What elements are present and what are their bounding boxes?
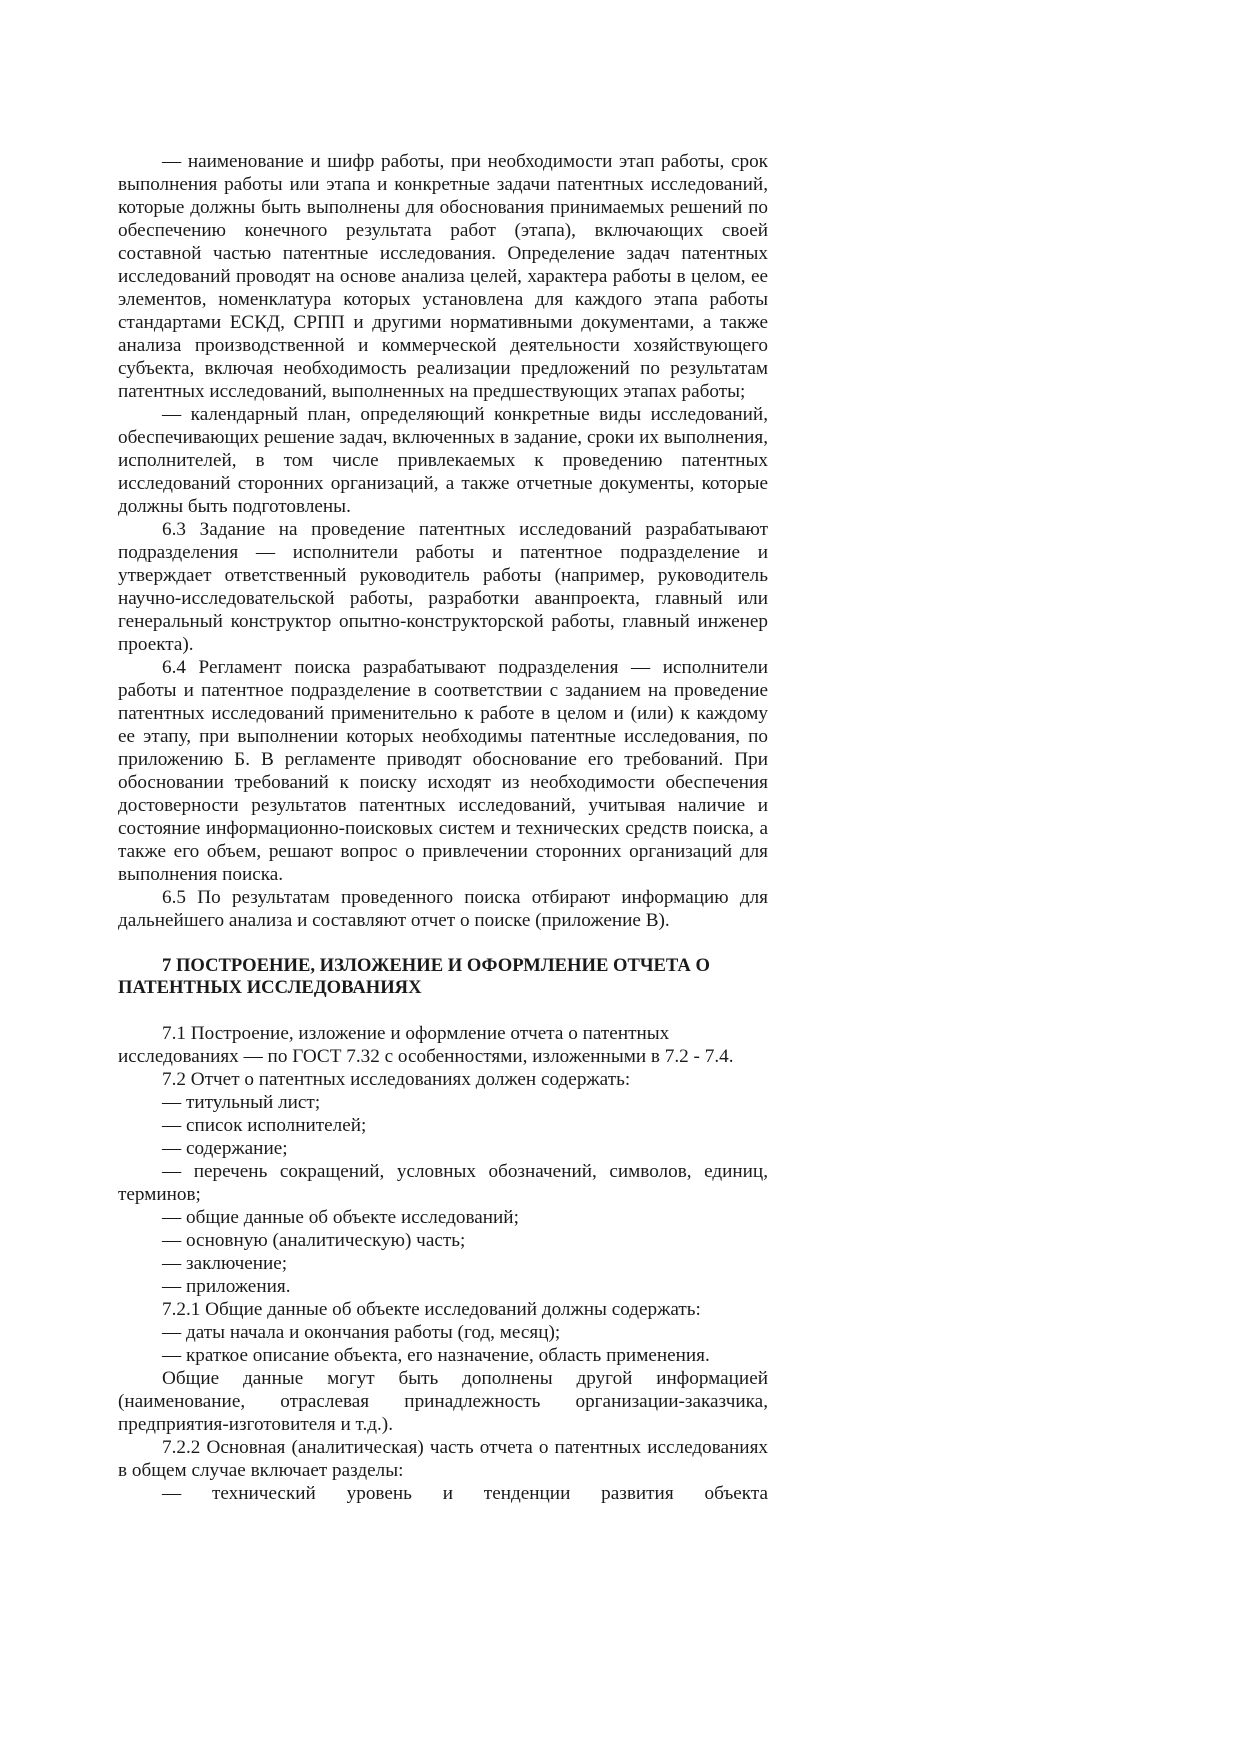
spacer (118, 932, 768, 955)
paragraph-7-1: 7.1 Построение, изложение и оформление отчета о патентных исследованиях — по ГОСТ 7.32 с особенностями, изложенными в 7.2 - 7.4. (118, 1023, 734, 1067)
list-item-appendices: — приложения. (162, 1276, 291, 1297)
paragraph-calendar-plan: — календарный план, определяющий конкретные виды исследований, обеспечивающих решение задач, включенных в задание, сроки их выполнения, исполнителей, в том числе привлекаемых к проведению патентных исследований сторонних организаций, а также отчетные документы, которые должны быть подготовлены. (118, 404, 768, 517)
paragraph-6-3: 6.3 Задание на проведение патентных исследований разрабатывают подразделения — исполнители работы и патентное подразделение и утверждает ответственный руководитель работы (например, руководитель научно-исследовательской работы, разработки аванпроекта, главный или генеральный конструктор опытно-конструкторской работы, главный инженер проекта). (118, 519, 768, 655)
document-page (118, 150, 768, 1505)
list-item-abbreviations: — перечень сокращений, условных обозначений, символов, единиц, терминов; (118, 1161, 768, 1205)
paragraph-7-2-1: 7.2.1 Общие данные об объекте исследований должны содержать: (162, 1299, 701, 1320)
paragraph-7-2-2: 7.2.2 Основная (аналитическая) часть отчета о патентных исследованиях в общем случае включает разделы: (118, 1437, 768, 1481)
list-item-contents: — содержание; (162, 1138, 288, 1159)
list-item-conclusion: — заключение; (162, 1253, 288, 1274)
list-item-dates: — даты начала и окончания работы (год, месяц); (162, 1322, 561, 1343)
spacer (118, 999, 768, 1022)
paragraph-general-data-supplement: Общие данные могут быть дополнены другой информацией (наименование, отраслевая принадлежность организации-заказчика, предприятия-изготовителя и т.д.). (118, 1368, 768, 1435)
paragraph-7-2: 7.2 Отчет о патентных исследованиях должен содержать: (162, 1069, 631, 1090)
list-item-title-page: — титульный лист; (162, 1092, 321, 1113)
paragraph-6-5: 6.5 По результатам проведенного поиска отбирают информацию для дальнейшего анализа и составляют отчет о поиске (приложение В). (118, 887, 768, 931)
list-item-main-part: — основную (аналитическую) часть; (162, 1230, 466, 1251)
section-heading: 7 ПОСТРОЕНИЕ, ИЗЛОЖЕНИЕ И ОФОРМЛЕНИЕ ОТЧЕТА О ПАТЕНТНЫХ ИССЛЕДОВАНИЯХ (118, 955, 710, 998)
paragraph-6-4: 6.4 Регламент поиска разрабатывают подразделения — исполнители работы и патентное подразделение в соответствии с заданием на проведение патентных исследований применительно к работе в целом и (или) к каждому ее этапу, при выполнении которых необходимы патентные исследования, по приложению Б. В регламенте приводят обоснование его требований. При обосновании требований к поиску исходят из необходимости обеспечения достоверности результатов патентных исследований, учитывая наличие и состояние информационно-поисковых систем и технических средств поиска, а также его объем, решают вопрос о привлечении сторонних организаций для выполнения поиска. (118, 657, 768, 885)
list-item-executors: — список исполнителей; (162, 1115, 367, 1136)
list-item-description: — краткое описание объекта, его назначение, область применения. (162, 1345, 710, 1366)
paragraph-task-name: — наименование и шифр работы, при необходимости этап работы, срок выполнения работы или этапа и конкретные задачи патентных исследований, которые должны быть выполнены для обоснования принимаемых решений по обеспечению конечного результата работ (этапа), включающих своей составной частью патентные исследования. Определение задач патентных исследований проводят на основе анализа целей, характера работы в целом, ее элементов, номенклатура которых установлена для каждого этапа работы стандартами ЕСКД, СРПП и другими нормативными документами, а также анализа производственной и коммерческой деятельности хозяйствующего субъекта, включая необходимость реализации предложений по результатам патентных исследований, выполненных на предшествующих этапах работы; (118, 151, 768, 402)
list-item-general-data: — общие данные об объекте исследований; (162, 1207, 519, 1228)
list-item-technical-level: — технический уровень и тенденции развития объекта (162, 1483, 768, 1504)
